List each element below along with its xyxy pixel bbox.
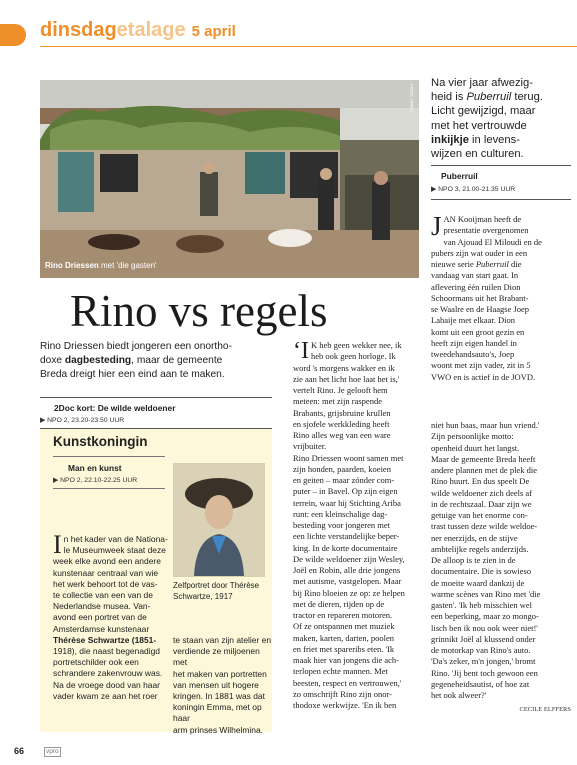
body-line: vader kwam ze aan het roer <box>53 690 158 701</box>
intro-line: met het vertrouwde <box>431 119 527 132</box>
page-number: 66 <box>14 746 25 756</box>
triangle-right-icon: ▶ <box>40 417 48 424</box>
body-line: Rino Driessen woont samen met <box>293 452 404 463</box>
body-line: andere plannen met de plek die <box>431 465 537 475</box>
body-line: zijn honden, paarden, koeien <box>293 463 391 474</box>
header-divider <box>40 46 577 47</box>
farm-photo <box>40 80 419 278</box>
body-line: kunstenaar centraal van wie <box>53 567 159 578</box>
body-line: Amsterdamse kunstenaar <box>53 623 150 634</box>
body-line: warme scènes van Rino met 'die <box>431 588 541 599</box>
body-line: heeft zijn eigen handel in <box>431 337 517 348</box>
body-line: aflevering één ruilen Dion <box>431 281 521 292</box>
body-line: woont met zijn vader, zit in 5 <box>431 360 531 371</box>
body-line: Brabants, grijsbruine krullen <box>293 407 391 418</box>
article-column-2 <box>293 340 419 711</box>
body-line: thodoxe werkwijze. 'En ik ben <box>293 700 397 710</box>
body-line: avond een portret van de <box>53 612 147 623</box>
puberruil-time <box>431 185 515 193</box>
body-line: besteding voor jongeren met <box>293 520 391 530</box>
body-line: Schoormans uit het Brabant- <box>431 292 529 303</box>
body-line: week elke avond een andere <box>53 556 161 567</box>
kunst-time-divider <box>53 488 165 489</box>
doc-time-text: NPO 2, 23.20-23.50 UUR <box>47 417 125 424</box>
body-line: se Waalre en de Haagse Joep <box>431 304 530 314</box>
kunst-title: Kunstkoningin <box>53 434 148 449</box>
orange-tab <box>0 24 26 46</box>
intro-frag: terug. <box>511 91 543 104</box>
body-line: 1918), die naast begenadigd <box>53 646 160 657</box>
body-line: K heb geen wekker nee, ik <box>310 340 402 350</box>
body-line: een beperking, maar zo mongo- <box>431 611 539 622</box>
body-line: vertelt Rino. Je gelooft hem <box>293 385 388 395</box>
body-line: de moeite waard dankzij de <box>431 577 525 588</box>
body-line: de motorkap van Rino's auto. <box>431 645 531 655</box>
body-line: gegeneheidsautist, of hoe zat <box>431 678 530 689</box>
lead-bold: dagbesteding <box>64 355 132 366</box>
header-word-etalage: etalage <box>116 19 186 41</box>
body-line: Maar de gemeente Breda heeft <box>431 453 536 464</box>
body-line: het werk behoort tot de vas- <box>53 578 158 589</box>
body-line: VWO en is actief in de JOVD. <box>431 371 536 382</box>
triangle-right-icon: ▶ <box>53 477 61 484</box>
body-line: Zijn persoonlijke motto: <box>431 431 514 442</box>
body-line: arm prinses Wilhelmina. <box>173 724 264 735</box>
body-line: maak hier van jongens die ach- <box>293 655 399 665</box>
author-signature: CECILE ELFFERS <box>519 706 571 714</box>
section-header <box>40 18 236 44</box>
body-line: runt: een kleinschalige dag- <box>293 508 388 519</box>
photo-caption <box>45 261 157 270</box>
body-line: met de dieren, rijden op de <box>293 598 385 609</box>
body-line: pubers zijn wat ouder in een <box>431 247 528 258</box>
kunst-body-left <box>53 530 173 702</box>
portrait-illustration <box>174 464 264 576</box>
body-line: het maken van portretten <box>173 668 267 679</box>
body-line: het ook alweer?' <box>431 690 487 700</box>
puberruil-title: Puberruil <box>441 171 478 181</box>
body-line: Of ze ontspannen met muziek <box>293 621 395 632</box>
intro-frag: heid is <box>431 91 467 104</box>
intro-text <box>431 76 551 161</box>
body-line: Joël en Robin, alle drie jongens <box>293 565 401 575</box>
frag: nieuwe serie <box>431 259 476 269</box>
body-line: presentatie overgenomen <box>443 225 529 236</box>
frag: , maar de gemeente <box>131 355 223 366</box>
body-line: le Museumweek staat deze <box>63 545 166 556</box>
body-line: vandaag van start gaat. In <box>431 270 519 281</box>
body-line: zie aan het licht hoe laat het is,' <box>293 373 400 384</box>
puberruil-divider-bottom <box>431 199 571 200</box>
body-line: Rino alles weg van een ware <box>293 430 391 440</box>
body-line: vrijbuiter. <box>293 441 327 452</box>
body-line: terlopen echte mannen. Met <box>293 666 388 677</box>
intro-line: Licht gewijzigd, maar <box>431 105 536 118</box>
body-line: schrandere zakenvrouw was. <box>53 668 163 679</box>
lead-line: Rino Driessen biedt jongeren een onortho- <box>40 341 232 352</box>
body-line: beesten, respect en vertrouwen,' <box>293 677 402 688</box>
photo-credit: FOTO: VPRO <box>409 84 414 112</box>
body-line: Nederlandse musea. Van- <box>53 601 151 612</box>
body-line: word 's morgens wakker en ik <box>293 362 395 373</box>
body-line: ambtelijke regels anderzijds. <box>431 543 529 554</box>
body-line: tweedehandsauto's, Joep <box>431 349 515 359</box>
body-line: 'Da's zeker, m'n jongen,' bromt <box>431 656 536 667</box>
body-line: tractor en repareren motoren. <box>293 610 393 620</box>
doc-title: 2Doc kort: De wilde weldoener <box>54 403 176 413</box>
doc-time <box>40 416 124 424</box>
body-line: trast tussen deze wilde weldoe- <box>431 521 538 532</box>
intro-line: wijzen en culturen. <box>431 148 524 161</box>
body-line: gasten'. 'Ik heb misschien wel <box>431 600 533 610</box>
body-line: in de rechtszaal. Daar zijn we <box>431 498 532 509</box>
body-line: De alloop is te zien in de <box>431 555 516 565</box>
body-line: n het kader van de Nationa- <box>63 534 168 544</box>
intro-line: Na vier jaar afwezig- <box>431 77 533 89</box>
intro-line <box>431 133 551 147</box>
portrait-caption <box>173 580 259 602</box>
intro-bold: inkijkje <box>431 133 469 146</box>
body-line: Rino. 'Jij bent toch gewoon een <box>431 667 538 678</box>
lead-line: Breda dreigt hier een eind aan te maken. <box>40 369 225 380</box>
body-line: getuige van het enorme con- <box>431 510 528 520</box>
body-line: zo omschrijft Rino zijn onor- <box>293 688 392 699</box>
kunst-time-text: NPO 2, 22.10-22.25 UUR <box>60 477 138 484</box>
puberruil-divider <box>431 165 571 166</box>
body-line: heb ook geen horloge. Ik <box>310 351 396 362</box>
article-column-3 <box>431 420 571 716</box>
column-lines <box>431 420 571 701</box>
body-line: komt uit een groot gezin en <box>431 326 525 337</box>
intro-line <box>431 90 551 104</box>
body-line: te staan van zijn atelier en <box>173 635 272 645</box>
body-line: verdiende ze miljoenen met <box>173 646 260 668</box>
photo-caption-rest: met 'die gasten' <box>98 261 157 270</box>
body-line: niet hun baas, maar hun vriend.' <box>431 420 540 430</box>
body-line: terrein, waar hij Stichting Ariba <box>293 497 401 508</box>
intro-frag: in levens- <box>468 133 520 146</box>
body-line: De wilde weldoener zijn Wesley, <box>293 553 405 564</box>
kunst-prog-title: Man en kunst <box>68 463 122 473</box>
body-line: een lichte verstandelijke beper- <box>293 531 400 542</box>
dropcap: I <box>53 530 62 559</box>
kunst-body-right <box>173 635 273 736</box>
header-word-dinsdag: dinsdag <box>40 19 117 41</box>
article-lead <box>40 340 272 382</box>
body-line: meteen: met zijn raspende <box>293 396 382 407</box>
body-line-bold: Thérèse Schwartze (1851- <box>53 634 157 645</box>
body-line: en geiten – maar zónder com- <box>293 475 395 485</box>
body-line: documentaire. Die is sowieso <box>431 566 532 577</box>
body-line: king. In de korte documentaire <box>293 542 398 553</box>
body-line: van mensen uit hogere <box>173 679 259 690</box>
body-line: grinnikt Joël al klussend onder <box>431 633 536 644</box>
body-line: ner enerzijds, en de stijve <box>431 532 518 543</box>
body-line: en sjofele werkkleding heeft <box>293 418 390 429</box>
lead-line <box>40 354 272 368</box>
kunst-prog-time <box>53 476 137 484</box>
puberruil-time-text: NPO 3, 21.00-21.35 UUR <box>438 186 516 193</box>
body-line: maken, karten, darten, poolen <box>293 632 395 643</box>
dropcap: ‘I <box>293 338 309 364</box>
triangle-right-icon: ▶ <box>431 186 439 193</box>
intro-show-name: Puberruil <box>466 91 512 104</box>
article-title: Rino vs regels <box>70 286 328 336</box>
body-line: Rino huurt. En dus speelt De <box>431 476 530 487</box>
photo-caption-name: Rino Driessen <box>45 261 99 270</box>
puberruil-body <box>431 211 571 383</box>
body-line: te collectie van een van de <box>53 590 153 601</box>
body-line: puter – in Bavel. Op zijn eigen <box>293 486 398 497</box>
body-line: Na de vroege dood van haar <box>53 679 160 690</box>
body-line: van Ajouad El Miloudi en de <box>443 236 542 247</box>
farm-photo-illustration <box>40 80 419 278</box>
box-top-divider <box>40 428 272 429</box>
frag: die <box>508 259 522 269</box>
body-line: met autisme, vastgelopen. Maar <box>293 576 402 587</box>
kunst-title-divider <box>53 456 165 457</box>
body-line: AN Kooijman heeft de <box>443 214 522 224</box>
doc-divider <box>40 397 272 398</box>
body-line: Lahaije met elkaar. Dion <box>431 315 516 326</box>
column-lines <box>293 340 419 711</box>
body-line: portretschilder ook een <box>53 657 139 668</box>
frag-italic: Puberruil <box>475 259 509 269</box>
body-line: en friet met spareribs eten. 'Ik <box>293 643 395 654</box>
body-line: lisch ben ik nou ook weer niet!' <box>431 622 538 633</box>
vpro-logo: vpro <box>46 748 59 755</box>
caption-line: Zelfportret door Thérèse <box>173 581 260 590</box>
body-line <box>431 259 571 270</box>
body-line: openheid duurt het langst. <box>431 442 520 453</box>
portrait-painting <box>173 463 265 577</box>
frag: doxe <box>40 355 65 366</box>
caption-line: Schwartze, 1917 <box>173 592 233 601</box>
body-line: wilde weldoener zich deels af <box>431 487 533 498</box>
body-line: bij Rino bloeien ze op: ze helpen <box>293 587 405 598</box>
body-line: kringen. In 1881 was dat <box>173 691 265 702</box>
body-line: koningin Emma, met op haar <box>173 702 262 724</box>
header-date: 5 april <box>191 23 236 40</box>
dropcap: J <box>431 211 442 241</box>
